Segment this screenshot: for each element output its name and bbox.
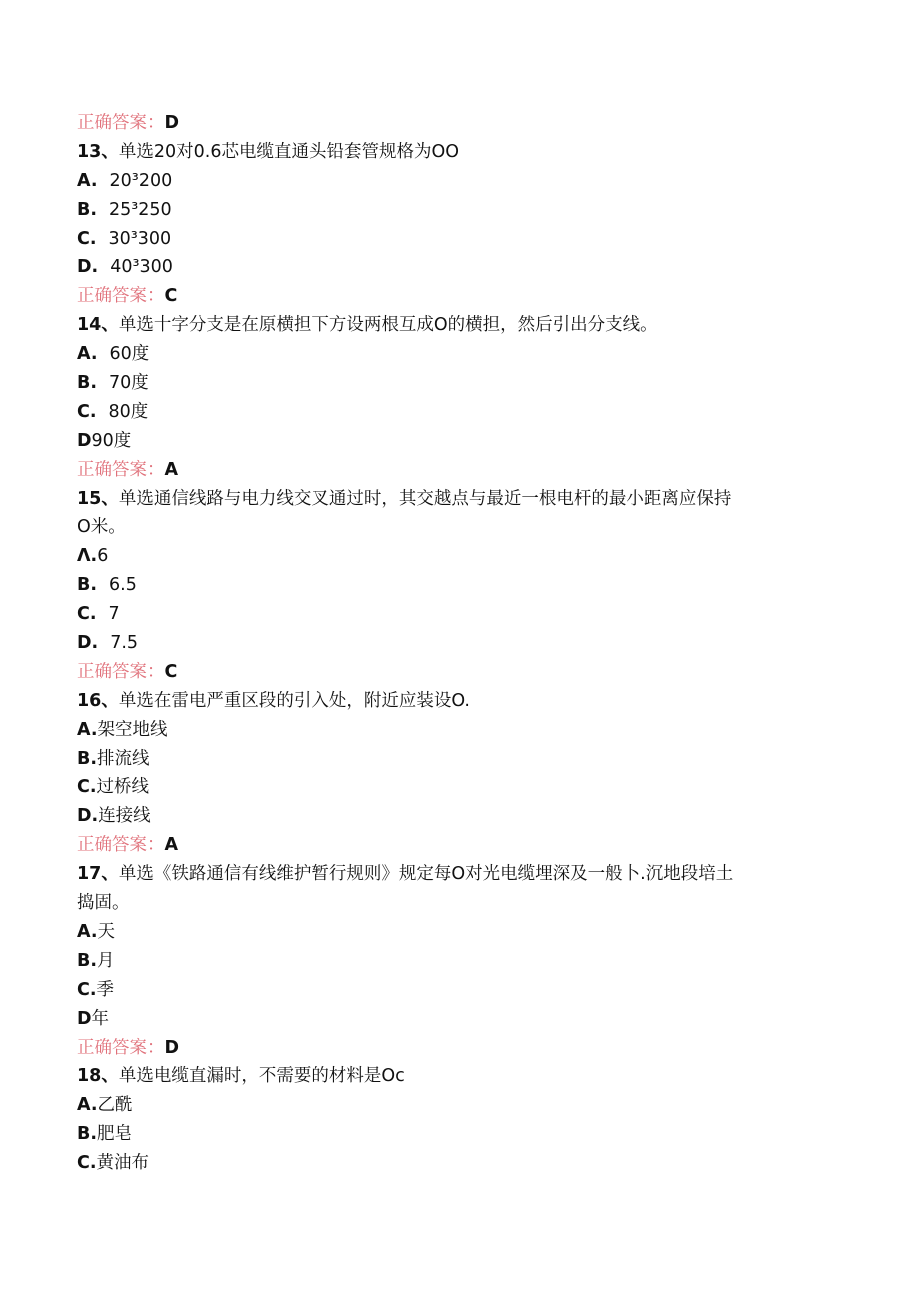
question-line <box>77 1062 837 1091</box>
question-text: 单选十字分支是在原横担下方设两根互成O的横担，然后引出分支线。 <box>118 315 658 336</box>
option-line <box>77 427 837 456</box>
option-line <box>77 716 837 745</box>
option-text: 乙酰 <box>97 1095 133 1116</box>
option-label: B. <box>77 575 97 596</box>
option-text: 40³300 <box>110 257 173 278</box>
option-text: 排流线 <box>97 748 150 769</box>
option-label: D <box>77 430 92 451</box>
option-label: D <box>77 1008 92 1029</box>
option-text: 季 <box>96 979 114 1000</box>
option-text: 60度 <box>109 344 150 365</box>
option-line <box>77 1149 837 1178</box>
option-label: D. <box>77 257 99 278</box>
option-line <box>77 167 837 196</box>
answer-value: D <box>164 113 180 133</box>
option-line <box>77 225 837 254</box>
option-line <box>77 629 837 658</box>
answer-line <box>77 658 837 687</box>
question-number: 17、 <box>77 864 119 885</box>
option-text: 7 <box>108 604 120 625</box>
option-text: 肥皂 <box>97 1124 132 1145</box>
option-text: 70度 <box>109 373 149 394</box>
option-text: 黄油布 <box>96 1153 149 1174</box>
option-label: B. <box>77 1124 97 1145</box>
answer-label: 正确答案： <box>77 835 165 856</box>
option-line <box>77 773 837 802</box>
question-number: 14、 <box>77 315 119 336</box>
continuation-text: 捣固。 <box>77 893 130 914</box>
option-line <box>77 196 837 225</box>
answer-value: C <box>164 661 178 682</box>
option-text: 年 <box>91 1008 110 1029</box>
question-line <box>77 138 837 167</box>
option-label: A. <box>77 719 98 740</box>
option-line <box>77 542 837 571</box>
option-label: C. <box>77 1153 97 1174</box>
question-number: 18、 <box>77 1066 119 1087</box>
option-label: C. <box>77 777 97 798</box>
answer-line <box>77 282 837 311</box>
answer-line <box>77 1034 837 1063</box>
option-line <box>77 398 837 427</box>
answer-label: 正确答案： <box>77 661 165 682</box>
option-label: A. <box>77 344 98 365</box>
option-line <box>77 976 837 1005</box>
option-label: C. <box>77 979 97 1000</box>
answer-label: 正确答案： <box>77 459 165 480</box>
option-text: 连接线 <box>98 806 151 827</box>
option-line <box>77 571 837 600</box>
option-label: D. <box>77 633 99 654</box>
option-text: 30³300 <box>108 228 172 249</box>
option-line <box>77 1005 837 1034</box>
continuation-text: O米。 <box>77 517 126 538</box>
option-line <box>77 369 837 398</box>
question-line <box>77 311 837 340</box>
option-line <box>77 1091 837 1120</box>
option-line <box>77 600 837 629</box>
question-text: 单选通信线路与电力线交叉通过时，其交越点与最近一根电杆的最小距离应保持 <box>118 488 732 509</box>
option-label: B. <box>77 373 97 394</box>
option-line <box>77 340 837 369</box>
option-label: C. <box>77 228 97 249</box>
option-line <box>77 947 837 976</box>
option-text: 架空地线 <box>97 719 168 740</box>
answer-label: 正确答案： <box>77 113 165 133</box>
answer-value: A <box>164 459 179 480</box>
question-line <box>77 485 837 514</box>
question-text: 单选《铁路通信有线维护暂行规则》规定每O对光电缆埋深及一般卜.沉地段培土 <box>118 864 734 885</box>
answer-line <box>77 831 837 860</box>
option-line <box>77 745 837 774</box>
option-line <box>77 802 837 831</box>
option-text: 7.5 <box>110 633 139 654</box>
option-line <box>77 918 837 947</box>
option-label: C. <box>77 401 97 422</box>
option-text: 20³200 <box>109 170 173 191</box>
option-text: 6 <box>97 546 109 567</box>
answer-line <box>77 456 837 485</box>
question-number: 15、 <box>77 488 119 509</box>
question-text: 单选20对0.6芯电缆直通头铅套管规格为OO <box>118 141 460 162</box>
question-number: 13、 <box>77 141 119 162</box>
answer-value: C <box>164 286 178 307</box>
option-label: A. <box>77 170 98 191</box>
option-text: 90度 <box>91 430 132 451</box>
answer-label: 正确答案： <box>77 286 165 307</box>
option-label: B. <box>77 199 97 220</box>
question-number: 16、 <box>77 690 119 711</box>
option-line <box>77 253 837 282</box>
option-label: C. <box>77 604 97 625</box>
question-line <box>77 687 837 716</box>
document-body <box>77 109 837 1178</box>
answer-line <box>77 109 837 138</box>
question-continuation <box>77 889 837 918</box>
option-text: 80度 <box>108 401 149 422</box>
option-label: B. <box>77 748 97 769</box>
answer-label: 正确答案： <box>77 1037 165 1058</box>
question-continuation <box>77 513 837 542</box>
option-label: D. <box>77 806 99 827</box>
option-label: B. <box>77 950 97 971</box>
option-label: Λ. <box>77 546 98 567</box>
option-label: A. <box>77 921 98 942</box>
option-text: 天 <box>97 921 116 942</box>
option-label: A. <box>77 1095 98 1116</box>
answer-value: D <box>164 1037 180 1058</box>
question-text: 单选电缆直漏时，不需要的材料是Oc <box>118 1066 405 1087</box>
option-text: 25³250 <box>109 199 172 220</box>
option-line <box>77 1120 837 1149</box>
option-text: 过桥线 <box>96 777 149 798</box>
answer-value: A <box>164 835 179 856</box>
question-line <box>77 860 837 889</box>
option-text: 6.5 <box>109 575 137 596</box>
question-text: 单选在雷电严重区段的引入处，附近应装设O. <box>118 690 470 711</box>
option-text: 月 <box>97 950 115 971</box>
